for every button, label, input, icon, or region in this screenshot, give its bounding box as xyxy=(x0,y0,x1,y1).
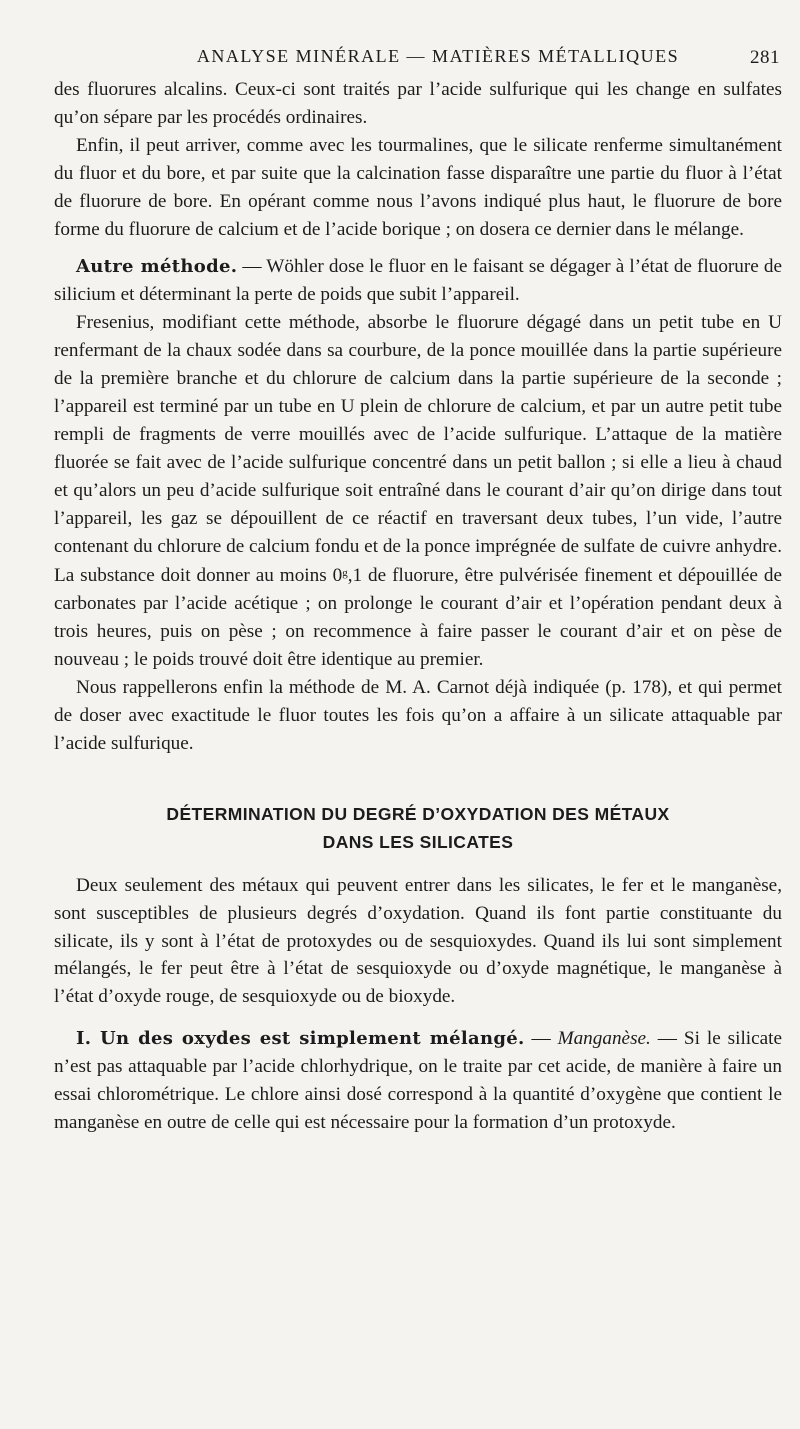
subsection-dash: — xyxy=(524,1028,558,1050)
page-number: 281 xyxy=(750,47,780,68)
section-heading-line-2: DANS LES SILICATES xyxy=(322,831,514,852)
paragraph-2: Enfin, il peut arriver, comme avec les tourmalines, que le silicate renferme simultanément du fluor et du bore, et par suite que la calcination fasse disparaître une partie du fluor à l’état de fluorure de bore. En opérant comme nous l’avons indiqué plus haut, le fluorure de bore forme du fluorure de calcium et de l’acide borique ; on dosera ce dernier dans le mélange. xyxy=(54,134,782,240)
paragraph-4 xyxy=(54,309,782,674)
paragraph-6: Deux seulement des métaux qui peuvent entrer dans les silicates, le fer et le manganèse, sont susceptibles de plusieurs degrés d’oxydation. Quand ils font partie constituante du silicate, ils y sont à l’état de protoxydes ou de sesquioxydes. Quand ils lui sont simplement mélangés, le fer peut être à l’état de sesquioxyde ou d’oxyde magnétique, le manganèse à l’état d’oxyde rouge, de sesquioxyde ou de bioxyde. xyxy=(54,874,782,1008)
section-heading-line-1: DÉTERMINATION DU DEGRÉ D’OXYDATION DES MÉTAUX xyxy=(166,803,670,824)
paragraph-4-text-a: Fresenius, modifiant cette méthode, absorbe le fluorure dégagé dans un petit tube en U renfermant de la chaux sodée dans sa courbure, de la ponce mouillée dans la partie supérieure de la première branche et du chlorure de calcium dans la partie supérieure de la seconde ; l’appareil est terminé par un tube en U plein de chlorure de calcium, et par un autre petit tube rempli de fragments de verre mouillés avec de l’acide sulfurique. L’attaque de la matière fluorée se fait avec de l’acide sulfurique concentré dans un petit ballon ; si elle a lieu à chaud et qu’alors un peu d’acide sulfurique soit entraîné dans le courant d’air qu’on dirige dans tout l’appareil, les gaz se dépouillent de ce réactif en traversant deux tubes, l’un vide, l’autre contenant du chlorure de calcium fondu et de la ponce imprégnée de sulfate de cuivre anhydre. La substance doit donner au moins 0 xyxy=(54,312,782,587)
paragraph-5: Nous rappellerons enfin la méthode de M. A. Carnot déjà indiquée (p. 178), et qui permet de doser avec exactitude le fluor toutes les fois qu’on a affaire à un silicate attaquable par l’acide sulfurique. xyxy=(54,677,782,754)
book-page xyxy=(54,46,782,1137)
paragraph-7-text: — Si le silicate n’est pas attaquable par l’acide chlorhydrique, on le traite par cet acide, de manière à faire un essai chlorométrique. Le chlore ainsi dosé correspond à la quantité d’oxygène que contient le manganèse en outre de celle qui est nécessaire pour la formation d’un protoxyde. xyxy=(54,1028,782,1133)
paragraph-3-text: — Wöhler dose le fluor en le faisant se dégager à l’état de fluorure de silicium et déterminant la perte de poids que subit l’appareil. xyxy=(54,256,783,306)
subsection-italic-manganese: Manganèse. xyxy=(557,1028,651,1050)
gram-superscript: g xyxy=(342,567,348,580)
paragraph-7 xyxy=(54,1025,782,1137)
section-lead-autre-methode: Autre méthode. xyxy=(76,256,238,278)
running-header xyxy=(54,46,782,76)
section-heading xyxy=(54,800,782,856)
subsection-lead: I. Un des oxydes est simplement mélangé. xyxy=(76,1028,525,1050)
paragraph-4-text-b: ,1 de fluorure, être pulvérisée finement et dépouillée de carbonates par l’acide acétique ; on prolonge le courant d’air et l’opération pendant deux à trois heures, puis on pèse ; on recommence à faire passer le courant d’air et on pèse de nouveau ; le poids trouvé doit être identique au premier. xyxy=(54,565,782,671)
running-title: ANALYSE MINÉRALE — MATIÈRES MÉTALLIQUES xyxy=(196,46,680,66)
paragraph-3 xyxy=(54,253,782,309)
paragraph-1: des fluorures alcalins. Ceux-ci sont traités par l’acide sulfurique qui les change en sulfates qu’on sépare par les procédés ordinaires. xyxy=(54,79,782,128)
